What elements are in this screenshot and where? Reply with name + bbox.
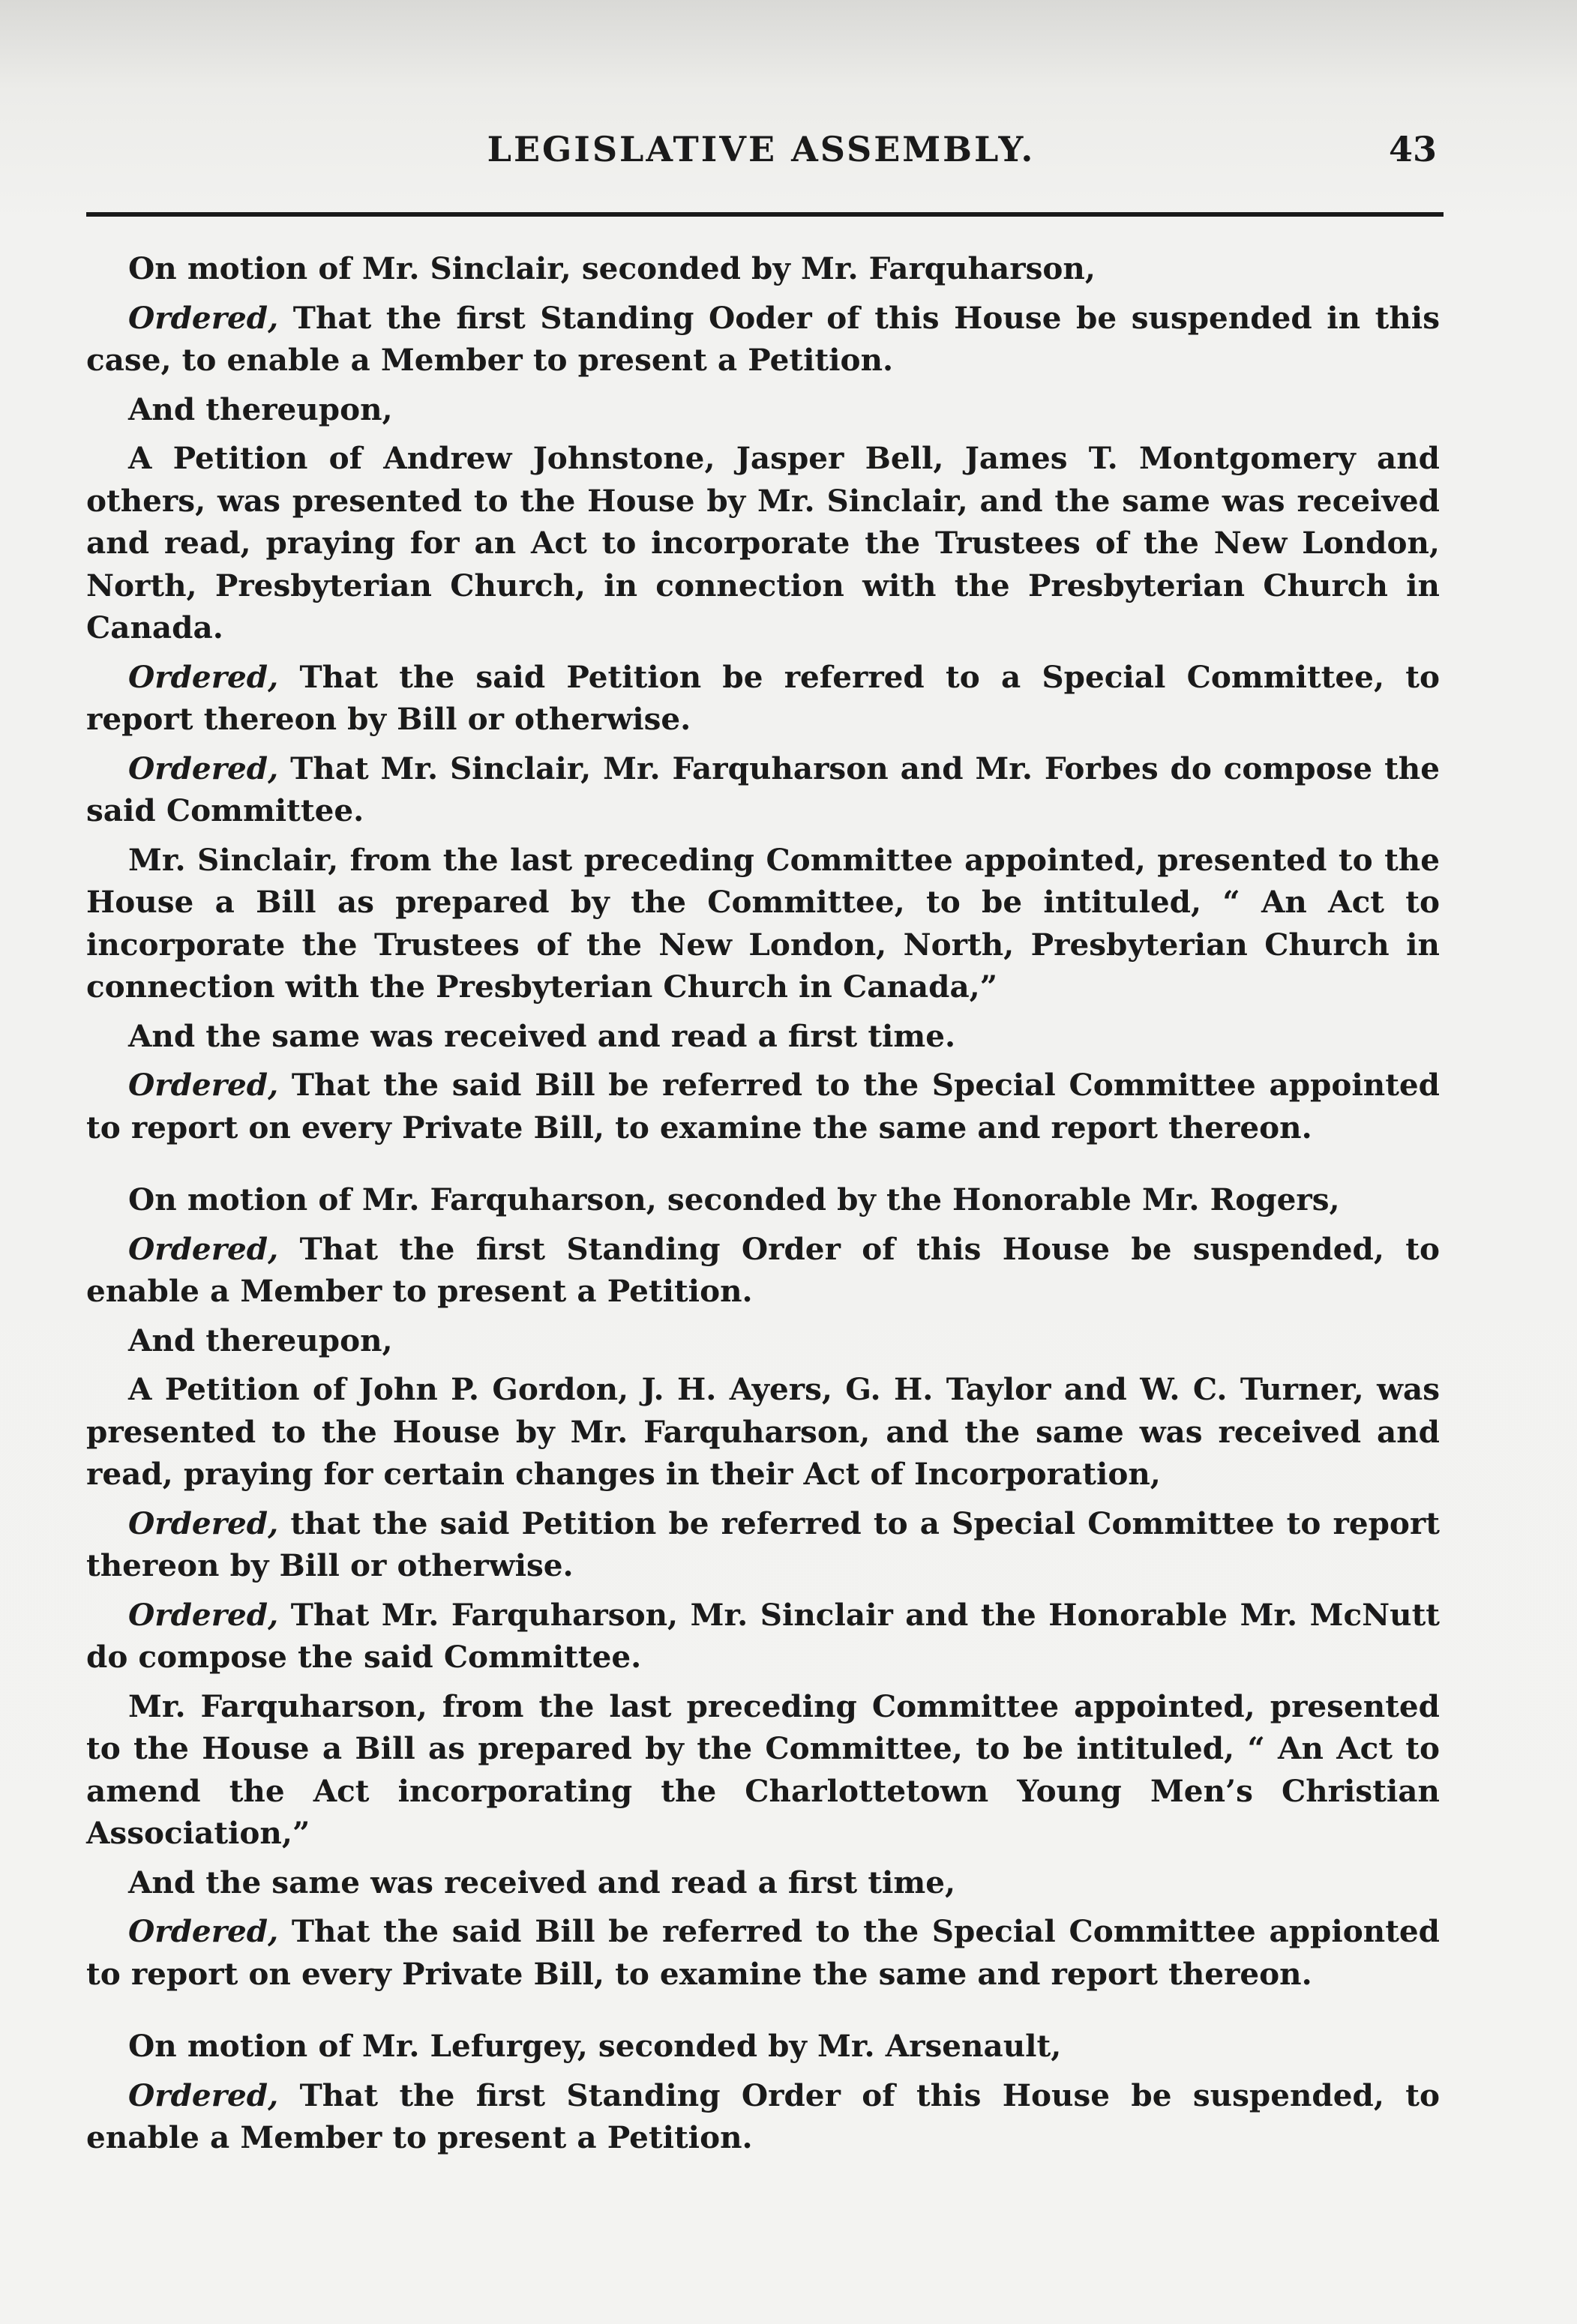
paragraph: Ordered, That Mr. Farquharson, Mr. Sinclair and the Honorable Mr. McNutt do compose the said Committee. — [86, 1596, 1440, 1675]
paragraph: On motion of Mr. Lefurgey, seconded by Mr. Arsenault, — [128, 2028, 1062, 2064]
paragraph: Ordered, That the first Standing Order of this House be suspended, to enable a Member to present a Petition. — [86, 2077, 1440, 2155]
paragraph: Ordered, That the said Bill be referred to the Special Committee appionted to report on every Private Bill, to examine the same and report thereon. — [86, 1913, 1440, 1992]
paragraph: Ordered, that the said Petition be referred to a Special Committee to report thereon by Bill or otherwise. — [86, 1505, 1440, 1583]
paragraph: On motion of Mr. Sinclair, seconded by Mr. Farquharson, — [128, 250, 1096, 286]
paragraph: A Petition of Andrew Johnstone, Jasper Bell, James T. Montgomery and others, was presented to the House by Mr. Sinclair, and the same was received and read, praying for an Act to incorporate the Trustees of the New London, North, Presbyterian Church, in connection with the Presbyterian Church in Canada. — [86, 440, 1440, 645]
paragraph: Ordered, That the said Petition be referred to a Special Committee, to report thereon by Bill or otherwise. — [86, 658, 1440, 737]
paragraph: Ordered, That Mr. Sinclair, Mr. Farquharson and Mr. Forbes do compose the said Committee. — [86, 750, 1440, 828]
paragraph: And the same was received and read a first time, — [128, 1864, 956, 1900]
paragraph: And the same was received and read a first time. — [128, 1017, 956, 1054]
header-rule — [86, 212, 1444, 217]
running-title: LEGISLATIVE ASSEMBLY. — [487, 129, 1036, 169]
paragraph: A Petition of John P. Gordon, J. H. Ayers, G. H. Taylor and W. C. Turner, was presented to the House by Mr. Farquharson, and the same was received and read, praying for certain changes in their Act of Incorporation, — [86, 1371, 1440, 1492]
paragraph: Ordered, That the said Bill be referred to the Special Committee appointed to report on every Private Bill, to examine the same and report thereon. — [86, 1067, 1440, 1146]
paragraph: Ordered, That the first Standing Order of this House be suspended, to enable a Member to present a Petition. — [86, 1230, 1440, 1309]
journal-body — [86, 247, 1440, 2166]
page-header — [82, 129, 1440, 189]
paragraph: And thereupon, — [128, 1322, 393, 1358]
paragraph: And thereupon, — [128, 391, 393, 427]
paragraph: Mr. Farquharson, from the last preceding Committee appointed, presented to the House a Bill as prepared by the Committee, to be intituled, “ An Act to amend the Act incorporating the Charlottetown Young Men’s Christian Association,” — [86, 1688, 1440, 1851]
paragraph: On motion of Mr. Farquharson, seconded by the Honorable Mr. Rogers, — [128, 1181, 1340, 1217]
page-number: 43 — [1388, 129, 1437, 169]
paragraph: Ordered, That the first Standing Ooder of this House be suspended in this case, to enable a Member to present a Petition. — [86, 299, 1440, 378]
paragraph: Mr. Sinclair, from the last preceding Committee appointed, presented to the House a Bill as prepared by the Committee, to be intituled, “ An Act to incorporate the Trustees of the New London, North, Presbyterian Church in connection with the Presbyterian Church in Canada,” — [86, 841, 1440, 1005]
